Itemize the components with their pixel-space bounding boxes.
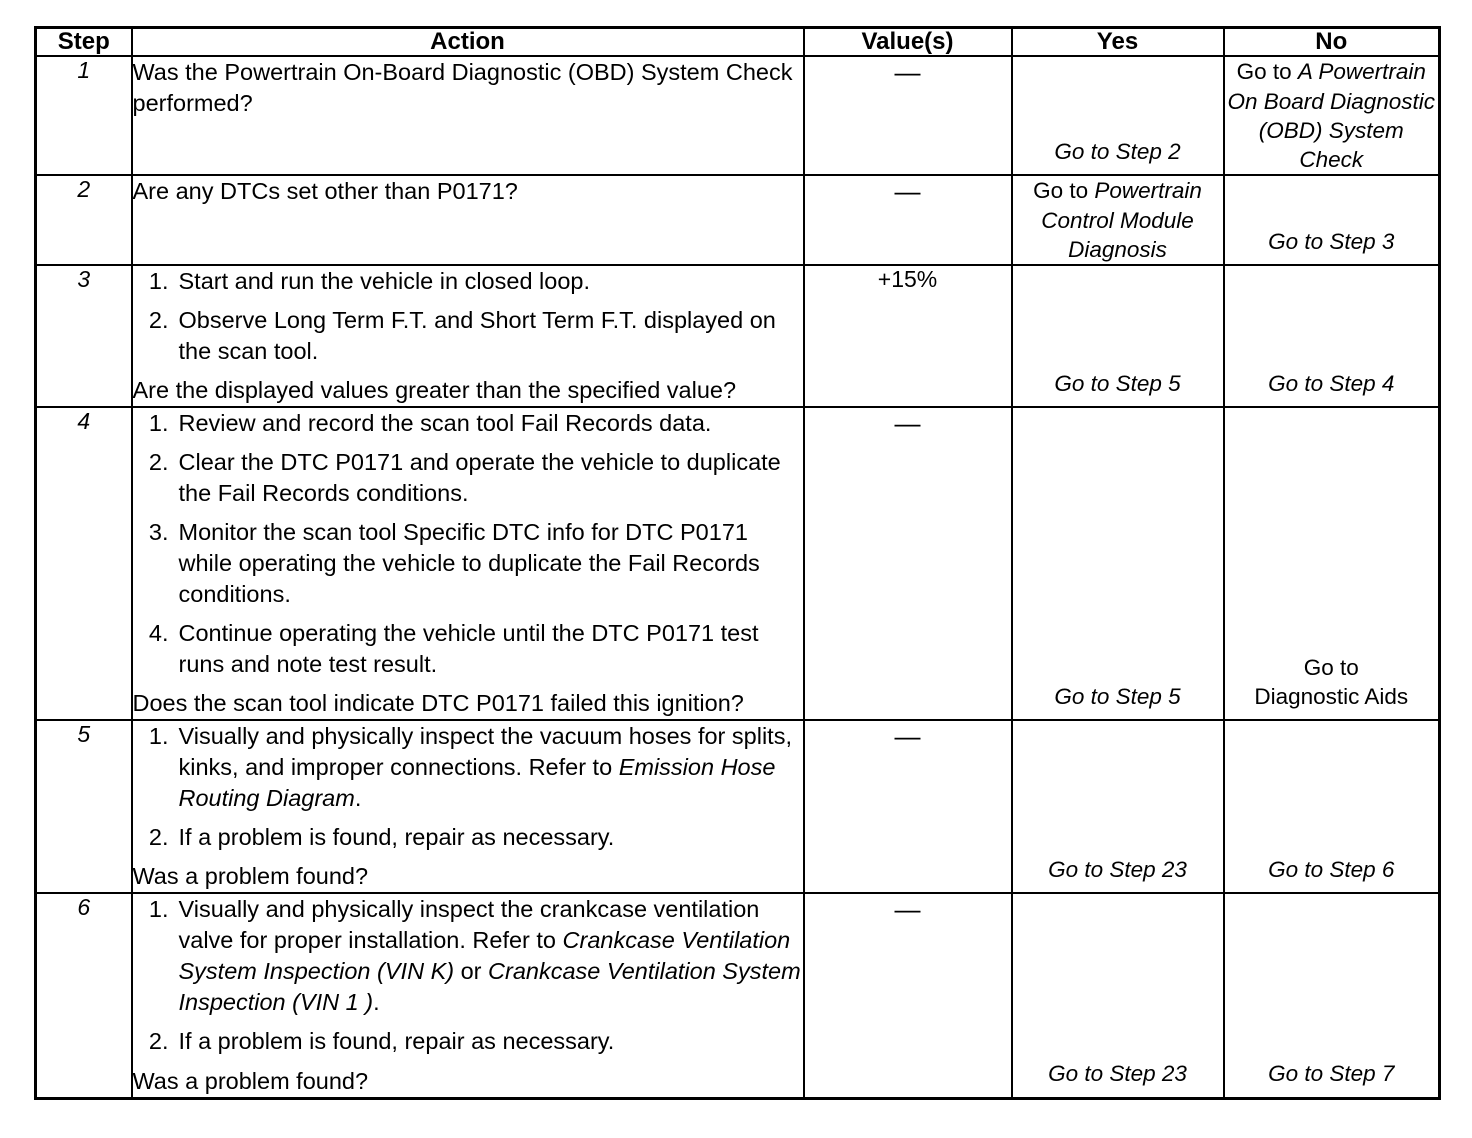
list-item-number: 2. (148, 449, 169, 476)
action-cell (132, 720, 804, 893)
list-item (133, 517, 803, 610)
no-text-italic: A Powertrain On Board Diagnostic (OBD) System Check (1227, 59, 1436, 173)
list-item-number: 1. (148, 896, 169, 923)
list-item-number: 4. (148, 620, 169, 647)
list-item (133, 266, 803, 297)
list-item-number: 3. (148, 519, 169, 546)
no-cell (1224, 175, 1440, 265)
yes-text: Go to Step 5 (1054, 684, 1181, 710)
list-item (133, 305, 803, 367)
value-text: +15% (877, 266, 938, 293)
action-question: Was a problem found? (132, 863, 369, 890)
action-question: Does the scan tool indicate DTC P0171 failed this ignition? (132, 690, 744, 717)
list-item-number: 2. (148, 307, 169, 334)
list-item (133, 721, 803, 814)
no-cell (1224, 407, 1440, 720)
action-step-list (133, 894, 803, 1057)
yes-cell (1012, 720, 1224, 893)
step-number: 1 (36, 56, 132, 175)
yes-cell (1012, 265, 1224, 407)
value-text: — (894, 721, 921, 752)
list-item-text: Review and record the scan tool Fail Records data. (178, 410, 712, 437)
value-cell (804, 175, 1012, 265)
table-row (36, 56, 1440, 175)
step-number: 2 (36, 175, 132, 265)
table-row (36, 265, 1440, 407)
list-item-number: 1. (148, 268, 169, 295)
value-cell (804, 265, 1012, 407)
list-item-text-italic-2: Crankcase Ventilation System Inspection (VIN 1 ) (178, 958, 801, 1016)
action-step-list (133, 408, 803, 680)
list-item-text: Continue operating the vehicle until the DTC P0171 test runs and note test result. (178, 620, 759, 678)
list-item-number: 1. (148, 723, 169, 750)
action-cell (132, 175, 804, 265)
list-item-text-tail: . (354, 785, 362, 812)
list-item-text: Observe Long Term F.T. and Short Term F.T. displayed on the scan tool. (178, 307, 776, 365)
no-text-line1: Go to (1303, 654, 1359, 680)
action-cell (132, 265, 804, 407)
yes-cell (1012, 175, 1224, 265)
yes-text-italic: Powertrain Control Module Diagnosis (1041, 178, 1202, 262)
list-item (133, 822, 803, 853)
list-item-text-plain: Visually and physically inspect the crankcase ventilation valve for proper installation. Refer to (178, 896, 760, 954)
table-row (36, 720, 1440, 893)
list-item-text (179, 894, 803, 1018)
no-cell (1224, 893, 1440, 1098)
step-number: 3 (36, 265, 132, 407)
list-item-number: 2. (148, 824, 169, 851)
no-cell (1224, 265, 1440, 407)
value-cell (804, 407, 1012, 720)
no-cell (1224, 720, 1440, 893)
list-item-number: 1. (148, 410, 169, 437)
list-item (133, 1026, 803, 1057)
step-number: 4 (36, 407, 132, 720)
list-item (133, 408, 803, 439)
value-cell (804, 893, 1012, 1098)
no-text-line2: Diagnostic Aids (1254, 684, 1409, 710)
list-item-text: Clear the DTC P0171 and operate the vehicle to duplicate the Fail Records conditions. (178, 449, 781, 507)
column-header-action: Action (132, 28, 804, 57)
list-item (133, 447, 803, 509)
list-item (133, 894, 803, 1018)
list-item (133, 618, 803, 680)
list-item-text-plain: Visually and physically inspect the vacuum hoses for splits, kinks, and improper connections. Refer to (178, 723, 792, 781)
value-cell (804, 56, 1012, 175)
diagnostic-table (34, 26, 1441, 1100)
no-text: Go to Step 7 (1268, 1061, 1395, 1087)
table-body (36, 56, 1440, 1098)
list-item-text: Monitor the scan tool Specific DTC info for DTC P0171 while operating the vehicle to duplicate the Fail Records conditions. (178, 519, 760, 608)
table-row (36, 407, 1440, 720)
list-item-text: If a problem is found, repair as necessary. (178, 1028, 615, 1055)
step-number: 5 (36, 720, 132, 893)
column-header-yes: Yes (1012, 28, 1224, 57)
value-text: — (894, 408, 921, 439)
action-cell (132, 56, 804, 175)
yes-cell (1012, 893, 1224, 1098)
action-question: Are any DTCs set other than P0171? (132, 178, 518, 205)
yes-text: Go to Step 23 (1048, 857, 1187, 883)
table-header (36, 28, 1440, 57)
yes-text: Go to Step 5 (1054, 370, 1181, 396)
list-item-text-italic: Emission Hose Routing Diagram (178, 754, 776, 812)
action-question: Was the Powertrain On-Board Diagnostic (OBD) System Check performed? (132, 59, 793, 117)
value-text: — (894, 894, 921, 925)
yes-cell (1012, 407, 1224, 720)
list-item-number: 2. (148, 1028, 169, 1055)
action-cell (132, 893, 804, 1098)
no-text: Go to Step 3 (1268, 228, 1395, 254)
column-header-step: Step (36, 28, 132, 57)
value-text: — (894, 57, 921, 88)
no-text-plain: Go to (1236, 59, 1298, 85)
action-step-list (133, 721, 803, 853)
list-item-text (179, 721, 803, 814)
yes-cell (1012, 56, 1224, 175)
yes-text: Go to Step 2 (1054, 139, 1181, 165)
no-text: Go to Step 6 (1268, 857, 1395, 883)
list-item-text-tail: or (454, 958, 489, 985)
no-text: Go to Step 4 (1268, 370, 1395, 396)
action-cell (132, 407, 804, 720)
no-cell (1224, 56, 1440, 175)
list-item-text: If a problem is found, repair as necessary. (178, 824, 615, 851)
list-item-text-italic: Crankcase Ventilation System Inspection (VIN K) (178, 927, 791, 985)
action-question: Was a problem found? (132, 1067, 369, 1094)
column-header-no: No (1224, 28, 1440, 57)
yes-text: Go to Step 23 (1048, 1061, 1187, 1087)
value-text: — (894, 176, 921, 207)
column-header-values: Value(s) (804, 28, 1012, 57)
list-item-text-tail-2: . (373, 989, 380, 1016)
action-question: Are the displayed values greater than the specified value? (132, 377, 737, 404)
step-number: 6 (36, 893, 132, 1098)
table-row (36, 893, 1440, 1098)
table-header-row (36, 28, 1440, 57)
list-item-text: Start and run the vehicle in closed loop. (178, 268, 591, 295)
table-row (36, 175, 1440, 265)
action-step-list (133, 266, 803, 367)
yes-text-plain: Go to (1033, 178, 1095, 204)
value-cell (804, 720, 1012, 893)
